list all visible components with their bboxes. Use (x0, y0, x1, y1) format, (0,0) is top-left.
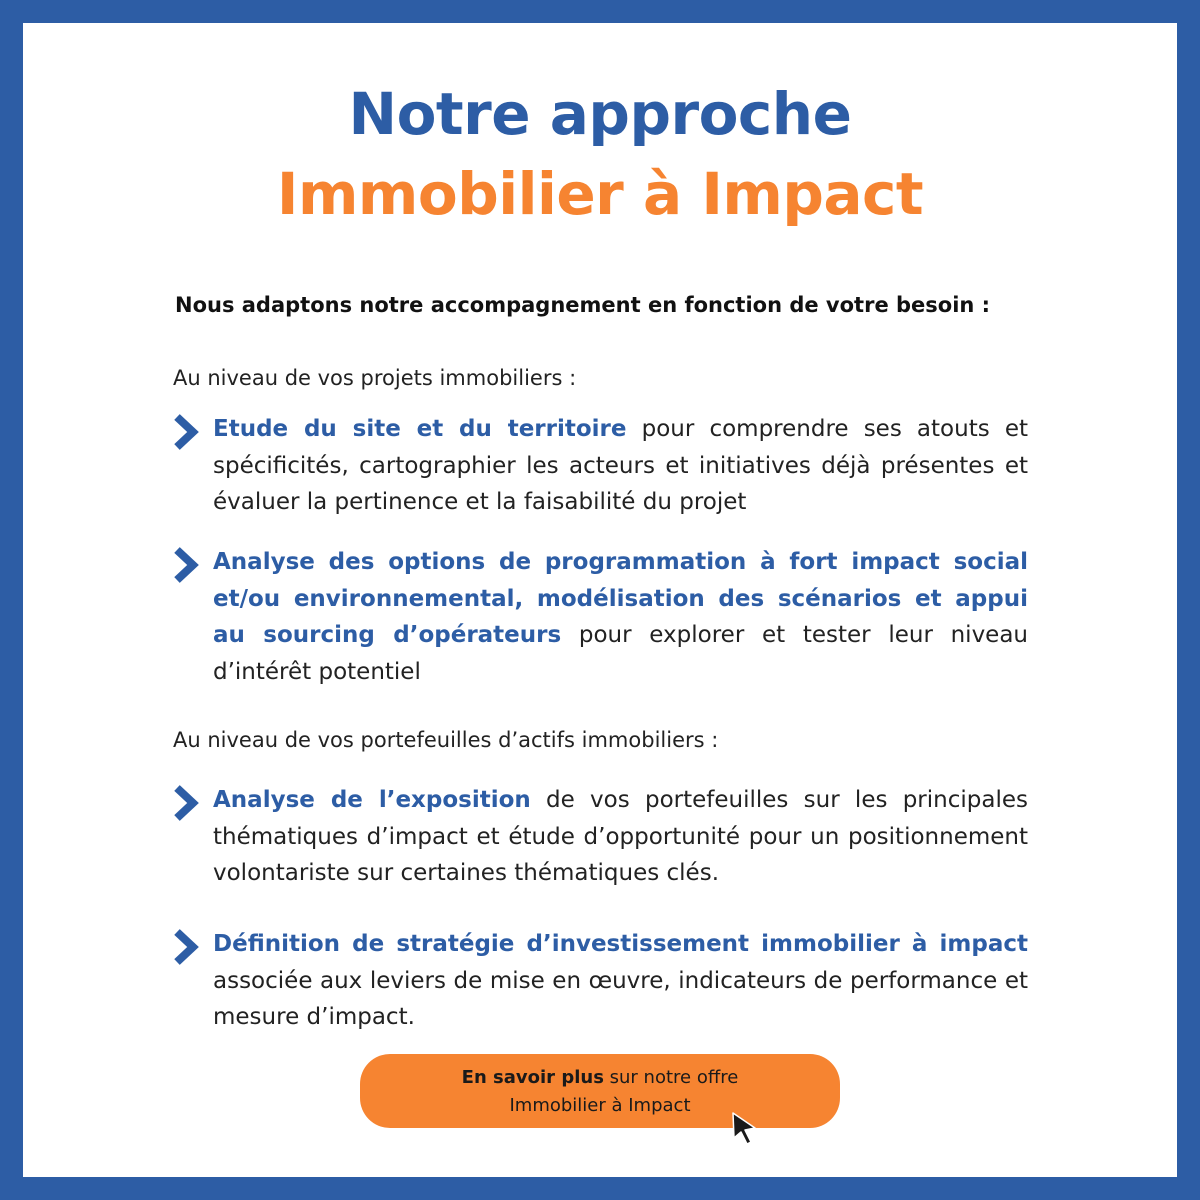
list-item-highlight: Analyse des options de programmation à fort impact social et/ou environnemental, modélisation des scénarios et appui au sourcing d’opérateurs (213, 549, 1028, 648)
learn-more-strong: En savoir plus (461, 1067, 604, 1088)
learn-more-line-2: Immobilier à Impact (509, 1095, 691, 1116)
title-line-1: Notre approche (348, 80, 852, 148)
chevron-right-icon (171, 546, 201, 584)
section-heading-portfolios: Au niveau de vos portefeuilles d’actifs immobiliers : (173, 728, 719, 752)
section-heading-projects: Au niveau de vos projets immobiliers : (173, 366, 577, 390)
list-item-body: pour comprendre ses atouts et spécificités, cartographier les acteurs et initiatives déjà présentes et évaluer la pertinence et la faisabilité du projet (213, 416, 1028, 515)
learn-more-label (360, 1054, 840, 1120)
list-item-text (213, 544, 1028, 690)
chevron-right-icon (171, 928, 201, 966)
intro-text: Nous adaptons notre accompagnement en fonction de votre besoin : (175, 293, 991, 317)
list-item-text (213, 926, 1028, 1036)
content-card (23, 23, 1177, 1177)
list-item-highlight: Définition de stratégie d’investissement immobilier à impact (213, 931, 1028, 957)
list-item-highlight: Analyse de l’exposition (213, 787, 531, 813)
list-item-body: de vos portefeuilles sur les principales thématiques d’impact et étude d’opportunité pour un positionnement volontariste sur certaines thématiques clés. (213, 787, 1028, 886)
chevron-right-icon (171, 784, 201, 822)
title-line-2: Immobilier à Impact (276, 160, 924, 228)
list-item-text (213, 411, 1028, 521)
learn-more-rest: sur notre offre (603, 1067, 739, 1088)
learn-more-button[interactable] (360, 1054, 840, 1128)
list-item-text (213, 782, 1028, 892)
list-item-body: associée aux leviers de mise en œuvre, indicateurs de performance et mesure d’impact. (213, 967, 1028, 1030)
chevron-right-icon (171, 413, 201, 451)
list-item-body: pour explorer et tester leur niveau d’intérêt potentiel (213, 622, 1028, 685)
mouse-cursor-icon (730, 1111, 760, 1147)
list-item-highlight: Etude du site et du territoire (213, 416, 627, 442)
